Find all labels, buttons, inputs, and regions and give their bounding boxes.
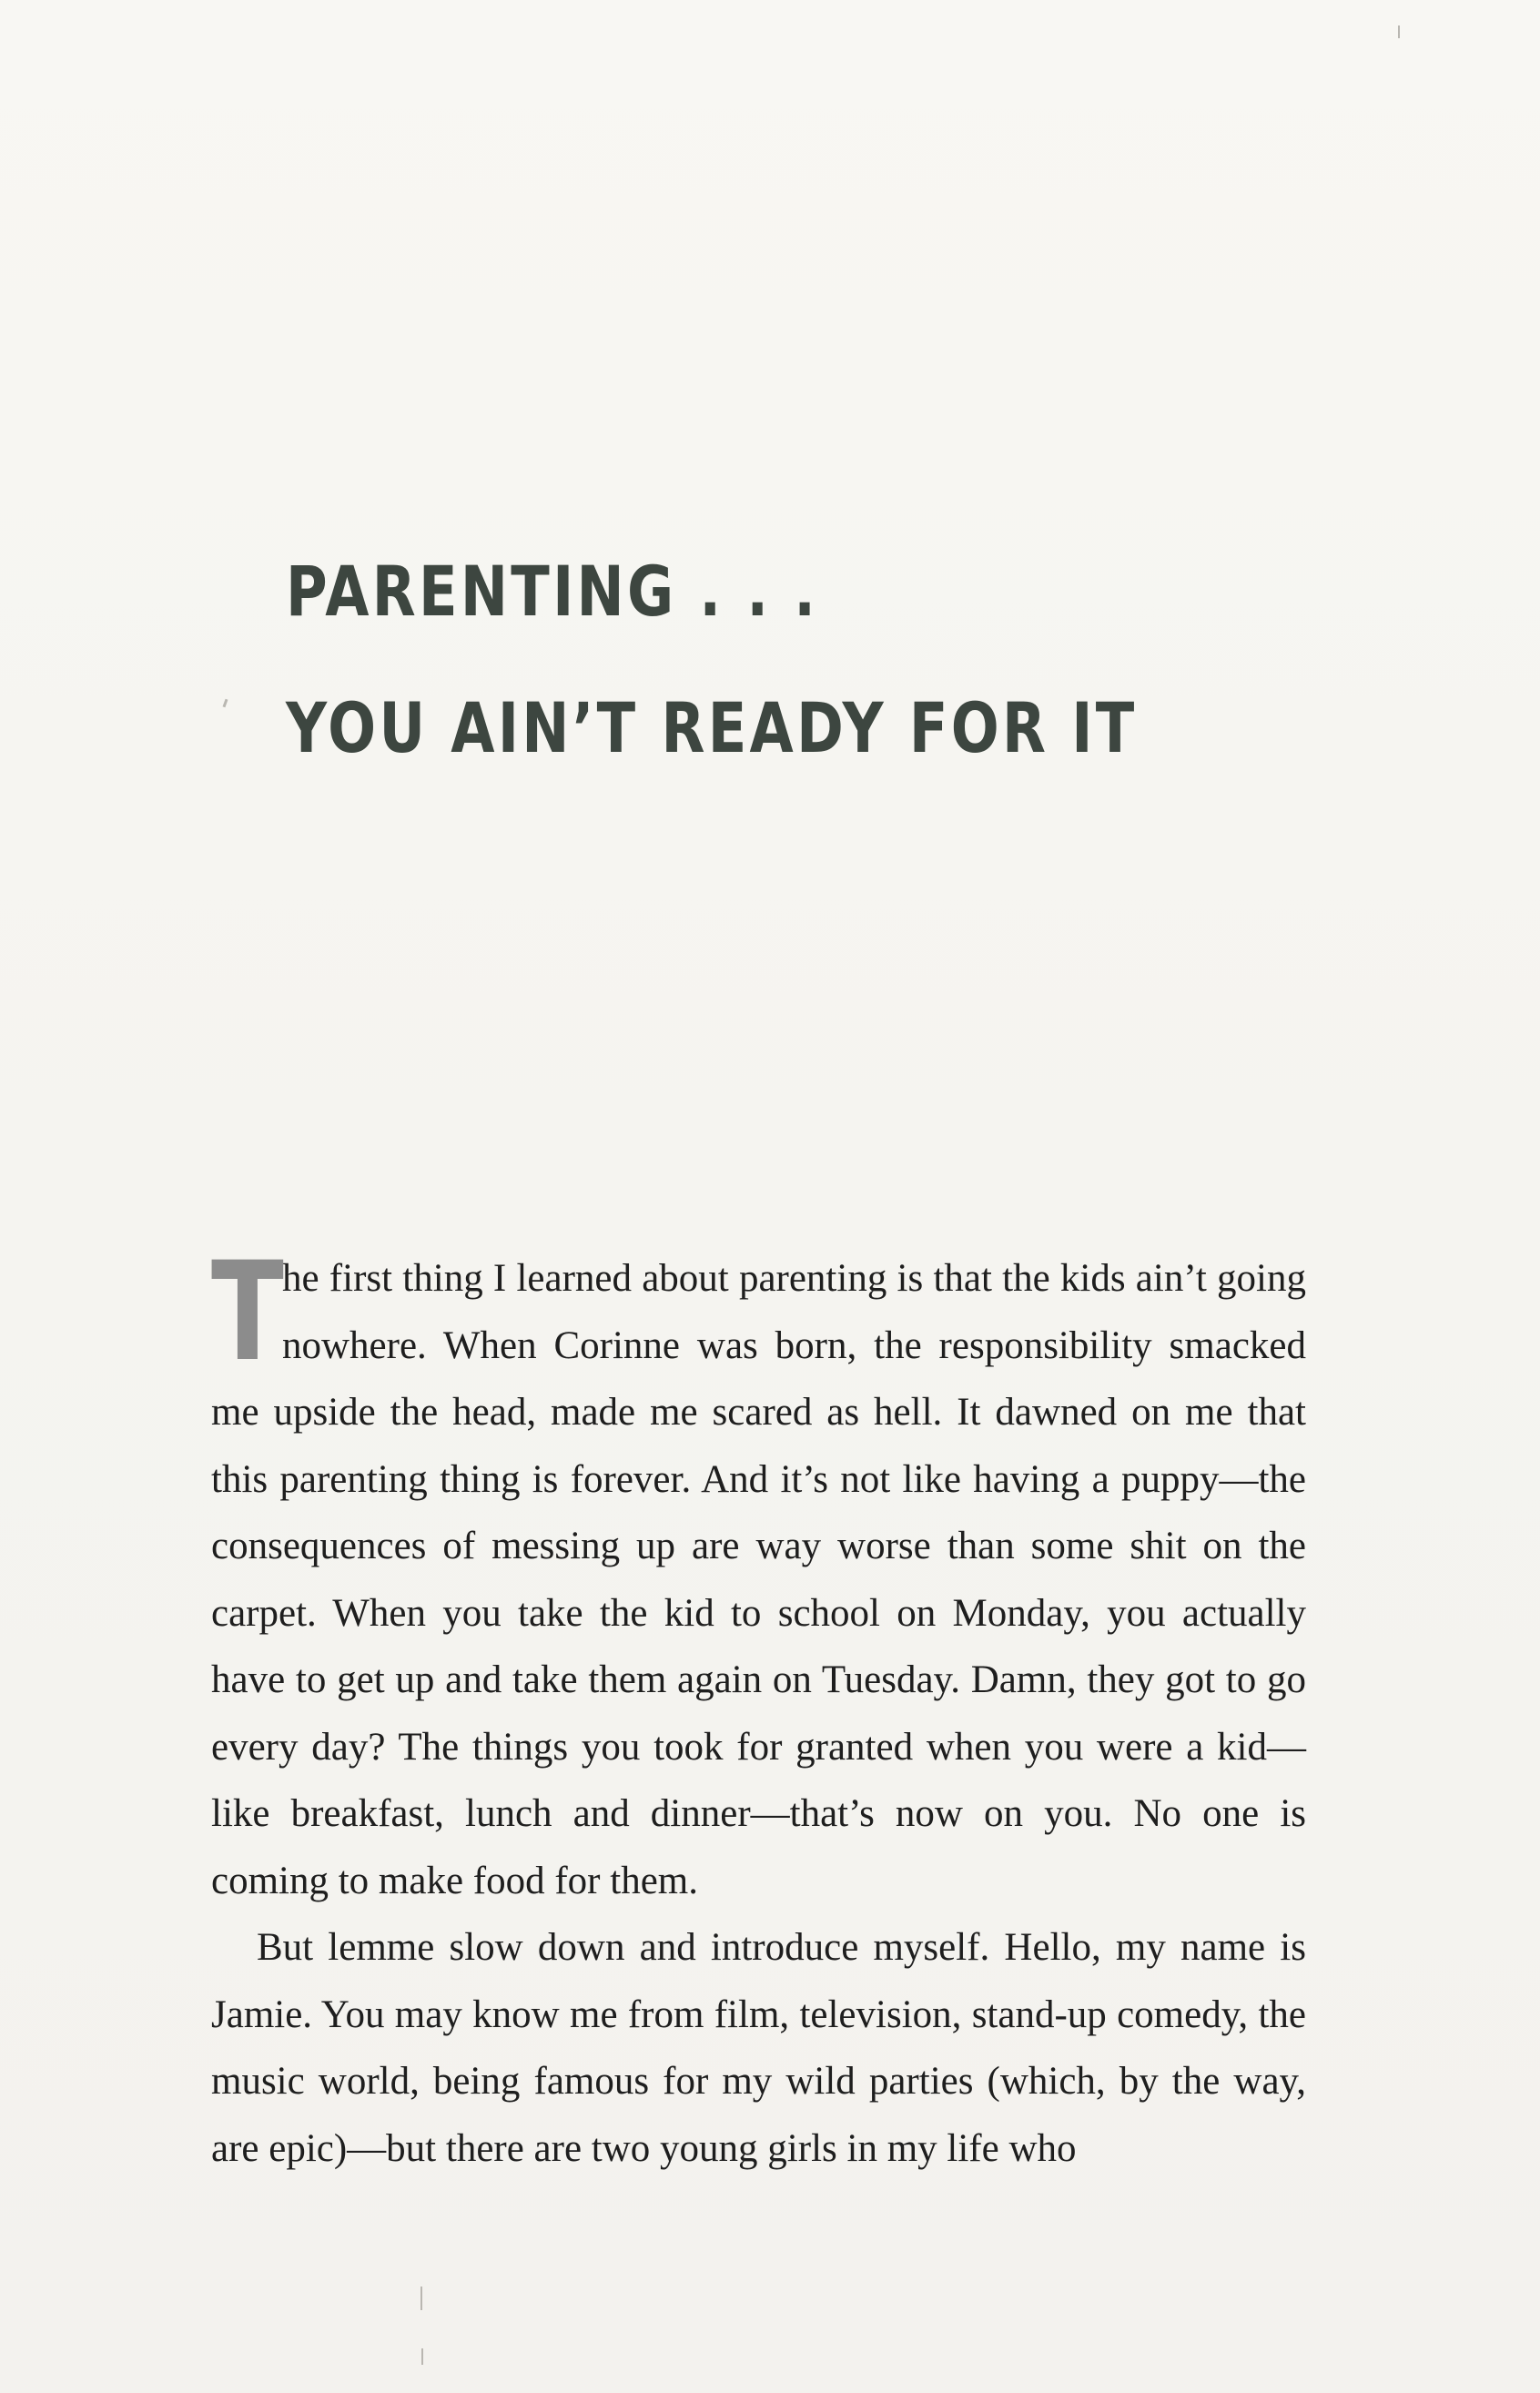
drop-cap: T [211,1233,284,1392]
chapter-title-line-1: PARENTING . . . [286,551,819,632]
scan-speck [420,2287,422,2310]
chapter-body [211,1233,1306,2182]
chapter-title [286,523,1138,796]
scan-speck [223,699,228,707]
paragraph-1-text: he first thing I learned about parenting is that the kids ain’t going nowhere. When Corinne was born, the responsibility smacked me upside the head, made me scared as hell. It dawned on me that this parenting thing is forever. And it’s not like having a puppy—the consequences of messing up are way worse than some shit on the carpet. When you take the kid to school on Monday, you actually have to get up and take them again on Tuesday. Damn, they got to go every day? The things you took for granted when you were a kid—like breakfast, lunch and dinner—that’s now on you. No one is coming to make food for them. [211,1257,1306,1902]
paragraph-1 [211,1233,1306,1914]
scan-speck [1398,25,1400,38]
chapter-title-line-2: YOU AIN’T READY FOR IT [286,687,1138,768]
paragraph-2: But lemme slow down and introduce myself. Hello, my name is Jamie. You may know me from film, television, stand-up comedy, the music world, being famous for my wild parties (which, by the way, are epic)—but there are two young girls in my life who [211,1926,1306,2170]
scan-speck [421,2348,423,2365]
